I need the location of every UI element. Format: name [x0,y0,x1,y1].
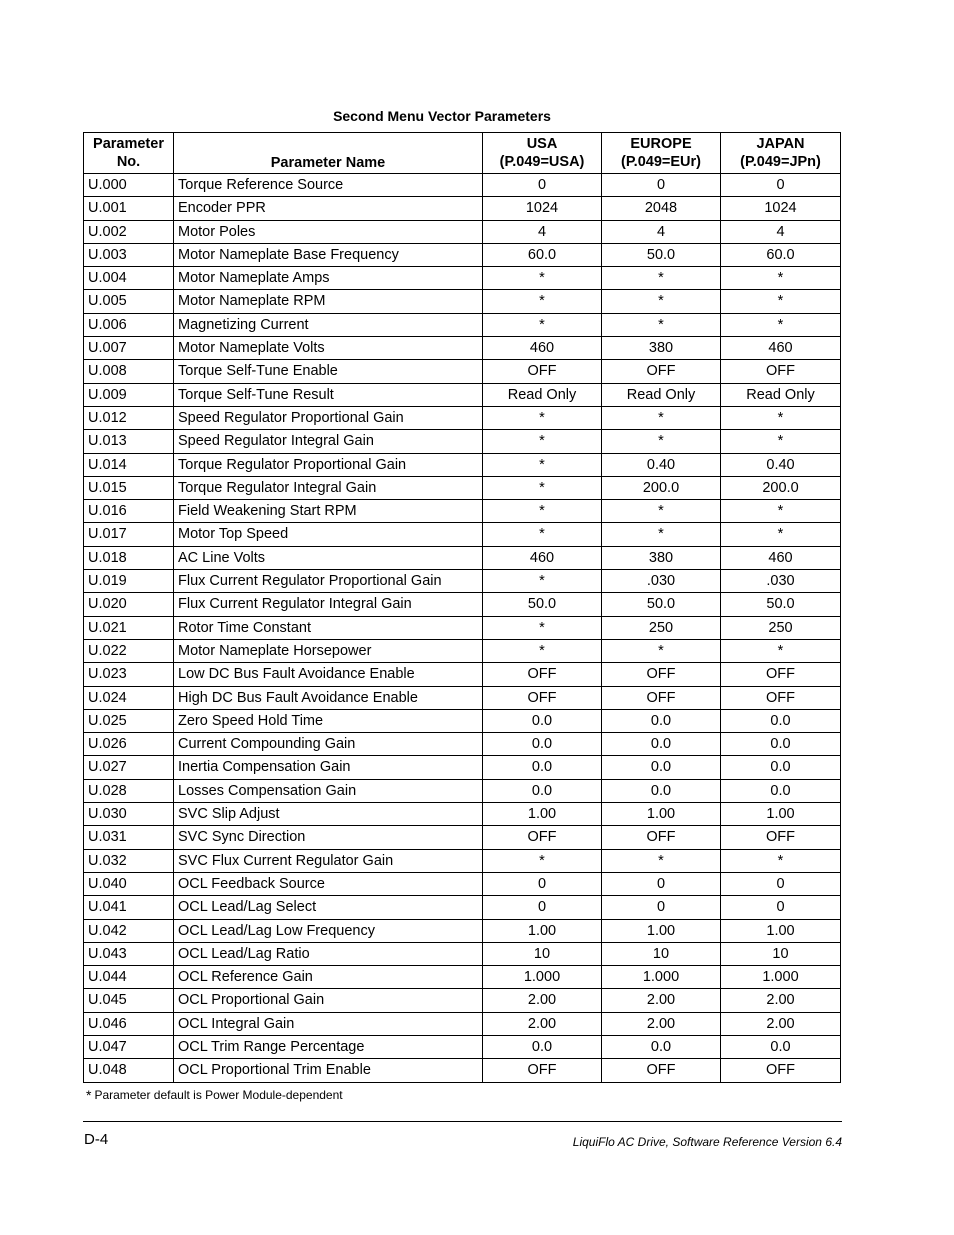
table-row [84,523,841,546]
cell-usa: 0 [483,896,602,919]
table-row [84,1059,841,1082]
cell-europe: OFF [602,360,721,383]
cell-parameter-name: Speed Regulator Integral Gain [174,430,483,453]
cell-europe: * [602,523,721,546]
header-japan-line2: (P.049=JPn) [740,154,821,170]
cell-usa: * [483,313,602,336]
cell-usa: 1024 [483,197,602,220]
cell-usa: * [483,523,602,546]
cell-japan: 0.40 [721,453,841,476]
cell-europe: 0.0 [602,779,721,802]
cell-europe: * [602,430,721,453]
cell-parameter-name: Losses Compensation Gain [174,779,483,802]
cell-parameter-name: Motor Top Speed [174,523,483,546]
cell-japan: * [721,313,841,336]
cell-usa: 0.0 [483,779,602,802]
cell-parameter-no: U.025 [84,709,174,732]
cell-usa: OFF [483,360,602,383]
cell-japan: 1.00 [721,919,841,942]
cell-europe: 250 [602,616,721,639]
cell-parameter-no: U.040 [84,872,174,895]
table-row [84,663,841,686]
cell-parameter-no: U.048 [84,1059,174,1082]
cell-parameter-name: Motor Nameplate Volts [174,337,483,360]
cell-usa: OFF [483,663,602,686]
cell-parameter-name: OCL Lead/Lag Ratio [174,942,483,965]
cell-japan: 2.00 [721,1012,841,1035]
cell-japan: 200.0 [721,476,841,499]
cell-europe: 10 [602,942,721,965]
cell-parameter-name: Magnetizing Current [174,313,483,336]
cell-parameter-no: U.020 [84,593,174,616]
cell-europe: 0 [602,872,721,895]
header-japan [721,133,841,174]
cell-europe: 4 [602,220,721,243]
table-title: Second Menu Vector Parameters [333,108,551,124]
cell-parameter-name: OCL Lead/Lag Low Frequency [174,919,483,942]
cell-japan: 0 [721,872,841,895]
document-title: LiquiFlo AC Drive, Software Reference Version 6.4 [572,1135,842,1149]
cell-japan: * [721,849,841,872]
cell-usa: * [483,616,602,639]
cell-usa: 460 [483,546,602,569]
cell-japan: OFF [721,686,841,709]
cell-japan: 1024 [721,197,841,220]
cell-parameter-no: U.023 [84,663,174,686]
cell-usa: * [483,639,602,662]
cell-europe: 0.0 [602,709,721,732]
cell-parameter-no: U.047 [84,1035,174,1058]
cell-europe: 50.0 [602,243,721,266]
table-row [84,826,841,849]
cell-parameter-name: Field Weakening Start RPM [174,500,483,523]
cell-japan: 0.0 [721,1035,841,1058]
cell-usa: 460 [483,337,602,360]
cell-japan: 4 [721,220,841,243]
cell-parameter-name: Torque Self-Tune Result [174,383,483,406]
cell-parameter-no: U.028 [84,779,174,802]
cell-parameter-no: U.031 [84,826,174,849]
table-row [84,546,841,569]
cell-japan: 250 [721,616,841,639]
cell-usa: * [483,267,602,290]
cell-europe: Read Only [602,383,721,406]
cell-usa: * [483,500,602,523]
cell-usa: 0 [483,872,602,895]
table-row [84,220,841,243]
cell-japan: * [721,267,841,290]
cell-parameter-name: OCL Integral Gain [174,1012,483,1035]
cell-japan: OFF [721,360,841,383]
header-europe [602,133,721,174]
cell-japan: * [721,406,841,429]
cell-usa: * [483,849,602,872]
table-row [84,919,841,942]
header-usa [483,133,602,174]
cell-parameter-no: U.003 [84,243,174,266]
cell-europe: 0.0 [602,1035,721,1058]
cell-japan: OFF [721,663,841,686]
cell-japan: 0.0 [721,779,841,802]
cell-usa: 0.0 [483,733,602,756]
footnote [86,1087,343,1103]
table-row [84,290,841,313]
cell-usa: 4 [483,220,602,243]
cell-usa: 1.00 [483,919,602,942]
footer-divider [83,1121,842,1122]
cell-parameter-name: Speed Regulator Proportional Gain [174,406,483,429]
cell-parameter-no: U.015 [84,476,174,499]
table-row [84,872,841,895]
table-row [84,174,841,197]
cell-parameter-name: OCL Reference Gain [174,966,483,989]
cell-usa: 60.0 [483,243,602,266]
header-usa-line1: USA [526,136,558,152]
table-row [84,989,841,1012]
cell-japan: * [721,523,841,546]
cell-parameter-no: U.041 [84,896,174,919]
cell-europe: 200.0 [602,476,721,499]
cell-usa: 0 [483,174,602,197]
cell-japan: 0 [721,174,841,197]
footnote-marker: * [86,1087,92,1103]
cell-europe: * [602,406,721,429]
cell-parameter-no: U.046 [84,1012,174,1035]
cell-parameter-name: SVC Flux Current Regulator Gain [174,849,483,872]
cell-parameter-name: Zero Speed Hold Time [174,709,483,732]
table-row [84,593,841,616]
cell-usa: 1.00 [483,803,602,826]
cell-parameter-name: OCL Proportional Trim Enable [174,1059,483,1082]
cell-parameter-name: Low DC Bus Fault Avoidance Enable [174,663,483,686]
cell-japan: 2.00 [721,989,841,1012]
header-europe-line1: EUROPE [630,136,692,152]
cell-japan: * [721,430,841,453]
cell-parameter-no: U.027 [84,756,174,779]
cell-parameter-no: U.012 [84,406,174,429]
cell-europe: 0 [602,174,721,197]
table-row [84,313,841,336]
cell-parameter-no: U.032 [84,849,174,872]
cell-parameter-name: High DC Bus Fault Avoidance Enable [174,686,483,709]
cell-parameter-no: U.042 [84,919,174,942]
cell-usa: OFF [483,826,602,849]
cell-usa: 1.000 [483,966,602,989]
cell-japan: 0.0 [721,733,841,756]
cell-europe: 2048 [602,197,721,220]
parameters-table [83,132,841,1083]
table-row [84,1012,841,1035]
header-parameter-no-line1: Parameter [93,136,164,152]
cell-europe: 0.0 [602,733,721,756]
cell-parameter-name: Motor Nameplate Horsepower [174,639,483,662]
cell-japan: * [721,290,841,313]
cell-parameter-no: U.001 [84,197,174,220]
cell-japan: 0.0 [721,709,841,732]
table-row [84,733,841,756]
cell-parameter-no: U.017 [84,523,174,546]
cell-parameter-no: U.008 [84,360,174,383]
table-row [84,243,841,266]
cell-parameter-name: OCL Lead/Lag Select [174,896,483,919]
header-europe-line2: (P.049=EUr) [621,154,701,170]
cell-usa: * [483,406,602,429]
cell-parameter-no: U.016 [84,500,174,523]
table-row [84,942,841,965]
cell-europe: 50.0 [602,593,721,616]
cell-japan: 460 [721,546,841,569]
page-number: D-4 [84,1131,109,1148]
cell-japan: 1.000 [721,966,841,989]
table-row [84,896,841,919]
cell-usa: * [483,290,602,313]
cell-parameter-no: U.045 [84,989,174,1012]
cell-europe: * [602,849,721,872]
cell-parameter-no: U.014 [84,453,174,476]
cell-europe: * [602,290,721,313]
cell-usa: 0.0 [483,709,602,732]
cell-parameter-name: Encoder PPR [174,197,483,220]
table-row [84,476,841,499]
cell-parameter-no: U.024 [84,686,174,709]
cell-parameter-no: U.004 [84,267,174,290]
cell-parameter-no: U.043 [84,942,174,965]
cell-usa: 2.00 [483,989,602,1012]
cell-parameter-name: OCL Proportional Gain [174,989,483,1012]
cell-parameter-no: U.019 [84,570,174,593]
header-japan-line1: JAPAN [756,136,805,152]
header-parameter-no [84,133,174,174]
cell-parameter-no: U.006 [84,313,174,336]
cell-europe: 380 [602,337,721,360]
cell-parameter-no: U.002 [84,220,174,243]
table-row [84,616,841,639]
cell-parameter-no: U.013 [84,430,174,453]
cell-europe: 2.00 [602,1012,721,1035]
cell-japan: 0.0 [721,756,841,779]
cell-parameter-no: U.021 [84,616,174,639]
cell-europe: 1.00 [602,803,721,826]
table-row [84,1035,841,1058]
table-row [84,966,841,989]
cell-parameter-name: Torque Regulator Integral Gain [174,476,483,499]
table-row [84,267,841,290]
header-parameter-name: Parameter Name [174,133,483,174]
table-row [84,500,841,523]
cell-parameter-no: U.026 [84,733,174,756]
cell-parameter-no: U.009 [84,383,174,406]
header-row [84,133,841,174]
cell-japan: 460 [721,337,841,360]
cell-europe: OFF [602,1059,721,1082]
cell-europe: * [602,267,721,290]
table-row [84,360,841,383]
cell-japan: 1.00 [721,803,841,826]
cell-parameter-name: Torque Reference Source [174,174,483,197]
cell-parameter-name: Inertia Compensation Gain [174,756,483,779]
cell-parameter-no: U.000 [84,174,174,197]
cell-japan: 60.0 [721,243,841,266]
cell-usa: OFF [483,1059,602,1082]
cell-parameter-name: Rotor Time Constant [174,616,483,639]
cell-europe: OFF [602,826,721,849]
cell-usa: OFF [483,686,602,709]
table-row [84,453,841,476]
cell-usa: 0.0 [483,756,602,779]
cell-parameter-name: Flux Current Regulator Proportional Gain [174,570,483,593]
table-row [84,709,841,732]
cell-europe: * [602,639,721,662]
cell-parameter-name: AC Line Volts [174,546,483,569]
cell-parameter-name: Motor Nameplate Base Frequency [174,243,483,266]
cell-parameter-no: U.007 [84,337,174,360]
cell-europe: OFF [602,686,721,709]
cell-parameter-name: Torque Self-Tune Enable [174,360,483,383]
cell-europe: * [602,500,721,523]
cell-japan: 0 [721,896,841,919]
cell-japan: OFF [721,826,841,849]
table-row [84,639,841,662]
cell-europe: 1.000 [602,966,721,989]
cell-parameter-name: SVC Sync Direction [174,826,483,849]
cell-parameter-no: U.030 [84,803,174,826]
cell-usa: * [483,453,602,476]
cell-europe: 0 [602,896,721,919]
cell-usa: Read Only [483,383,602,406]
cell-parameter-name: Current Compounding Gain [174,733,483,756]
cell-parameter-name: OCL Feedback Source [174,872,483,895]
table-row [84,337,841,360]
table-row [84,383,841,406]
cell-parameter-no: U.044 [84,966,174,989]
footnote-text: Parameter default is Power Module-dependent [94,1088,343,1102]
cell-europe: 0.0 [602,756,721,779]
table-row [84,803,841,826]
cell-parameter-name: Motor Nameplate RPM [174,290,483,313]
cell-japan: * [721,500,841,523]
cell-europe: 2.00 [602,989,721,1012]
cell-europe: 380 [602,546,721,569]
table-row [84,779,841,802]
cell-japan: 50.0 [721,593,841,616]
table-row [84,430,841,453]
cell-usa: 0.0 [483,1035,602,1058]
cell-usa: 10 [483,942,602,965]
cell-europe: OFF [602,663,721,686]
cell-usa: 2.00 [483,1012,602,1035]
cell-europe: 1.00 [602,919,721,942]
cell-usa: * [483,570,602,593]
cell-usa: * [483,476,602,499]
cell-parameter-name: SVC Slip Adjust [174,803,483,826]
cell-europe: .030 [602,570,721,593]
table-body [84,174,841,1083]
cell-parameter-no: U.005 [84,290,174,313]
cell-europe: 0.40 [602,453,721,476]
cell-parameter-no: U.018 [84,546,174,569]
cell-usa: 50.0 [483,593,602,616]
cell-japan: 10 [721,942,841,965]
table-row [84,849,841,872]
cell-usa: * [483,430,602,453]
cell-parameter-no: U.022 [84,639,174,662]
cell-parameter-name: Flux Current Regulator Integral Gain [174,593,483,616]
table-row [84,406,841,429]
cell-parameter-name: Motor Poles [174,220,483,243]
table-row [84,756,841,779]
table-row [84,197,841,220]
cell-japan: .030 [721,570,841,593]
table-row [84,686,841,709]
cell-parameter-name: Motor Nameplate Amps [174,267,483,290]
header-parameter-no-line2: No. [116,154,141,170]
cell-europe: * [602,313,721,336]
cell-parameter-name: OCL Trim Range Percentage [174,1035,483,1058]
cell-japan: OFF [721,1059,841,1082]
table-header [84,133,841,174]
cell-japan: * [721,639,841,662]
header-usa-line2: (P.049=USA) [499,154,585,170]
cell-japan: Read Only [721,383,841,406]
cell-parameter-name: Torque Regulator Proportional Gain [174,453,483,476]
table-row [84,570,841,593]
